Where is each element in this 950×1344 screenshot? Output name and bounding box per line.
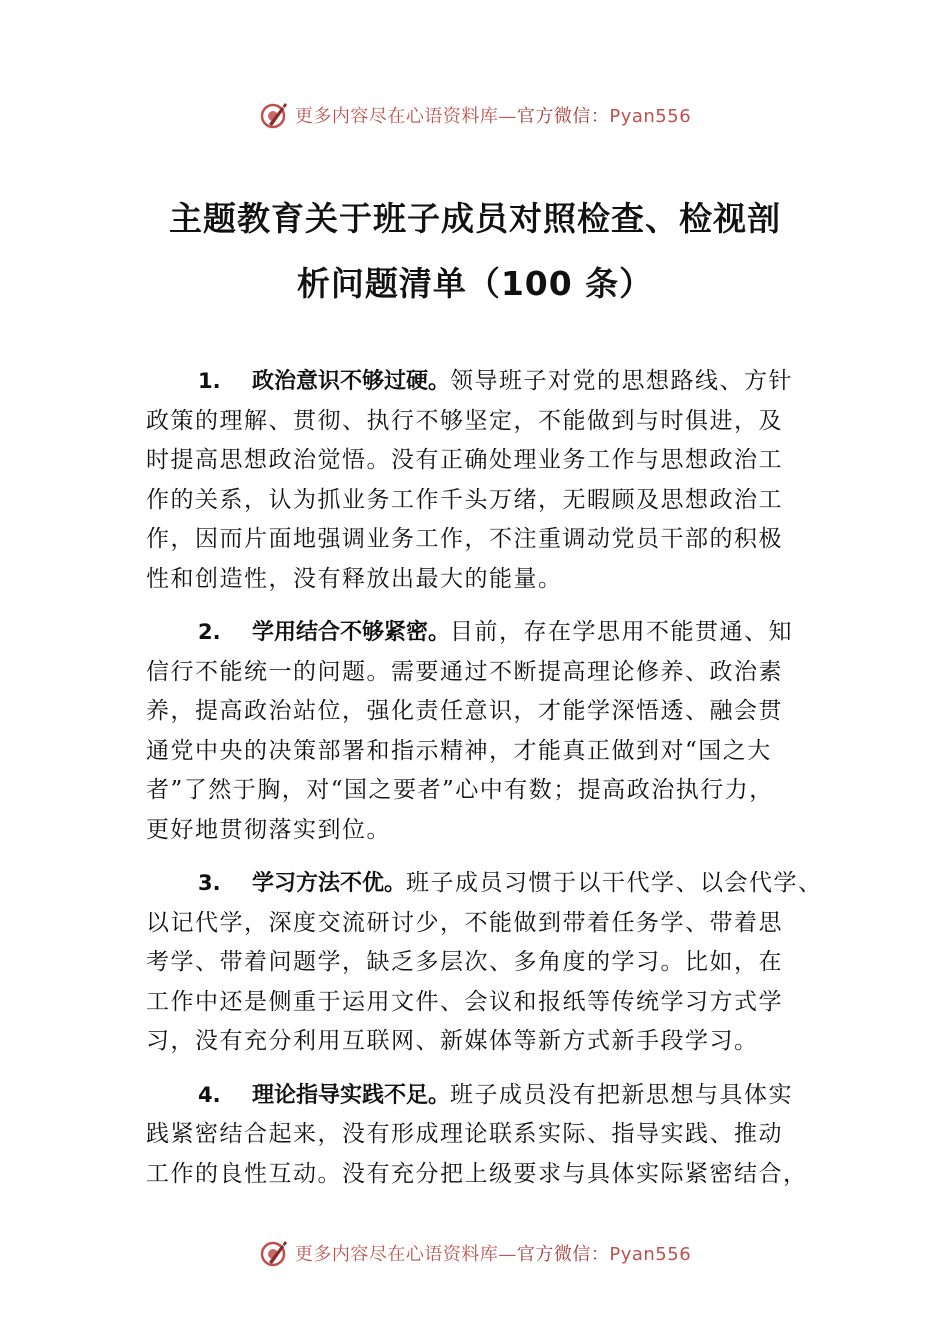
issue-text-line: 时提高思想政治觉悟。没有正确处理业务工作与思想政治工 bbox=[146, 447, 783, 473]
pen-logo-icon bbox=[259, 100, 289, 130]
issue-text-line: 政策的理解、贯彻、执行不够坚定，不能做到与时俱进，及 bbox=[146, 407, 783, 434]
pen-logo-icon bbox=[259, 1238, 289, 1268]
issue-text-line: 工作中还是侧重于运用文件、会议和报纸等传统学习方式学 bbox=[146, 988, 783, 1015]
issue-item-4 bbox=[146, 1076, 836, 1195]
issue-text-line: 通党中央的决策部署和指示精神，才能真正做到对“国之大 bbox=[146, 737, 772, 764]
issue-heading: 理论指导实践不足。 bbox=[252, 1082, 451, 1108]
issue-heading: 学用结合不够紧密。 bbox=[252, 620, 451, 645]
document-title-line-1: 主题教育关于班子成员对照检查、检视剖 bbox=[169, 199, 781, 238]
issue-text-line: 工作的良性互动。没有充分把上级要求与具体实际紧密结合， bbox=[146, 1160, 808, 1187]
issue-text-line: 信行不能统一的问题。需要通过不断提高理论修养、政治素 bbox=[146, 658, 783, 685]
issue-heading: 学习方法不优。 bbox=[252, 871, 407, 896]
issue-text-line: 作的关系，认为抓业务工作千头万绪，无暇顾及思想政治工 bbox=[146, 486, 783, 513]
issue-number: 1. bbox=[198, 369, 221, 393]
issue-heading: 政治意识不够过硬。 bbox=[252, 369, 451, 394]
issue-text-line: 考学、带着问题学，缺乏多层次、多角度的学习。比如，在 bbox=[146, 949, 783, 975]
issue-item-3 bbox=[146, 864, 836, 1062]
issue-number: 2. bbox=[198, 620, 221, 644]
issue-text-line: 以记代学，深度交流研讨少，不能做到带着任务学、带着思 bbox=[146, 909, 783, 936]
issue-text-line: 践紧密结合起来，没有形成理论联系实际、指导实践、推动 bbox=[146, 1121, 783, 1147]
issue-text-line: 者”了然于胸，对“国之要者”心中有数；提高政治执行力， bbox=[146, 777, 774, 803]
issue-text-line: 习，没有充分利用互联网、新媒体等新方式新手段学习。 bbox=[146, 1028, 759, 1054]
issue-text-line: 班子成员没有把新思想与具体实 bbox=[450, 1081, 794, 1108]
watermark-banner-top bbox=[0, 95, 950, 135]
issue-text-line: 养，提高政治站位，强化责任意识，才能学深悟透、融会贯 bbox=[146, 698, 783, 724]
issue-text-line: 目前，存在学思用不能贯通、知 bbox=[450, 619, 794, 645]
issue-item-2 bbox=[146, 613, 836, 850]
issue-text-line: 班子成员习惯于以干代学、以会代学、 bbox=[406, 870, 823, 896]
issue-number: 3. bbox=[198, 871, 221, 895]
watermark-text: 更多内容尽在心语资料库—官方微信：Pyan556 bbox=[294, 106, 692, 127]
document-title-line-2: 析问题清单（100 条） bbox=[296, 264, 654, 303]
issue-text-line: 作，因而片面地强调业务工作，不注重调动党员干部的积极 bbox=[146, 526, 783, 552]
issue-text-line: 更好地贯彻落实到位。 bbox=[146, 816, 391, 843]
issue-text-line: 性和创造性，没有释放出最大的能量。 bbox=[146, 565, 563, 592]
issue-item-1 bbox=[146, 362, 836, 599]
watermark-text: 更多内容尽在心语资料库—官方微信：Pyan556 bbox=[294, 1244, 692, 1265]
issue-list bbox=[146, 362, 836, 1208]
watermark-banner-bottom bbox=[0, 1233, 950, 1273]
issue-text-line: 领导班子对党的思想路线、方针 bbox=[450, 368, 794, 394]
issue-number: 4. bbox=[198, 1082, 221, 1107]
